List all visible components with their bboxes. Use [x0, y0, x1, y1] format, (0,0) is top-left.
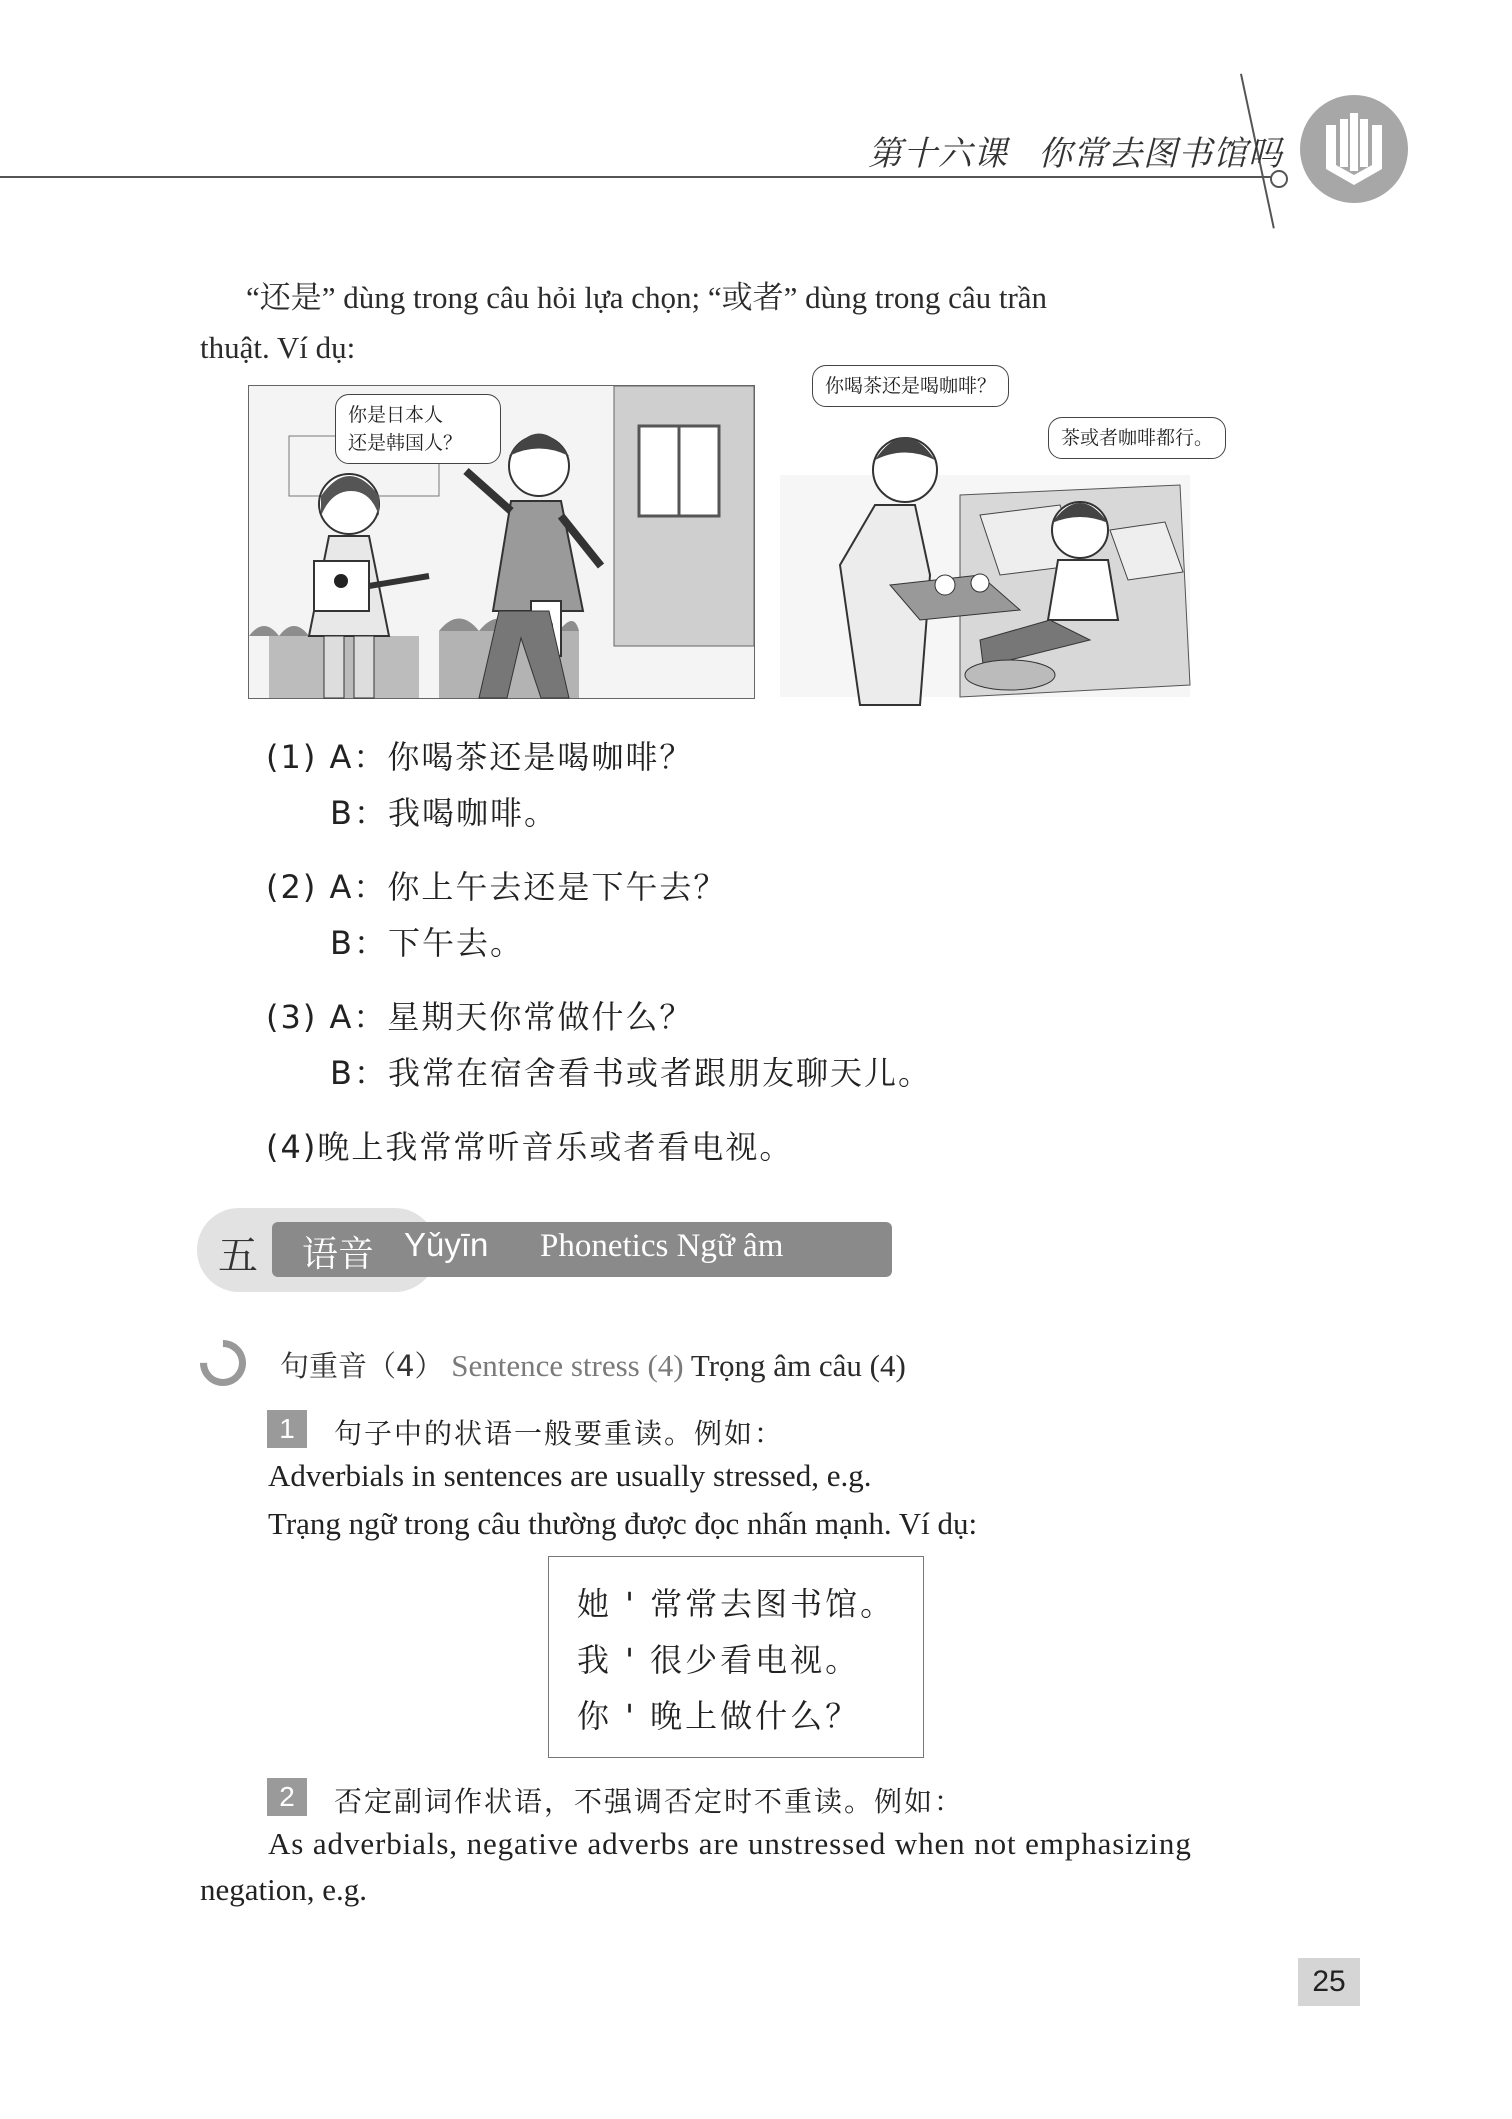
rule-2-en-line-1: As adverbials, negative adverbs are unstressed when not emphasizing [268, 1826, 1192, 1861]
intro-line-2: thuật. Ví dụ: [200, 330, 356, 365]
section-title-pinyin: Yǔyīn [404, 1226, 489, 1263]
lesson-title: 你常去图书馆吗 [1038, 136, 1283, 173]
rule-1-en: Adverbials in sentences are usually stressed, e.g. [268, 1458, 872, 1493]
intro-line-1: “还是” dùng trong câu hỏi lựa chọn; “或者” dùng trong câu trần [246, 280, 1048, 315]
rule-1-vi: Trạng ngữ trong câu thường được đọc nhấn mạnh. Ví dụ: [268, 1506, 978, 1541]
speech-bubble-answer: 茶或者咖啡都行。 [1048, 417, 1226, 459]
stress-example-box [548, 1556, 924, 1758]
example-2-number: (2) [266, 868, 318, 906]
example-1-question: A：你喝茶还是喝咖啡？ [329, 738, 694, 776]
rule-2-en-line-2: negation, e.g. [200, 1872, 368, 1907]
bubble-text-2: 还是韩国人？ [348, 432, 463, 454]
bullet-circle-icon [190, 1330, 255, 1395]
example-2-a [266, 862, 727, 908]
book-logo-icon [1300, 95, 1408, 203]
lesson-number: 第十六课 [868, 136, 1008, 173]
speech-bubble-question: 你喝茶还是喝咖啡？ [812, 365, 1009, 407]
lesson-header [868, 126, 1283, 175]
rule-2-badge: 2 [267, 1778, 307, 1816]
example-3-question: A：星期天你常做什么？ [329, 998, 694, 1036]
rule-2-zh: 否定副词作状语，不强调否定时不重读。例如： [334, 1785, 965, 1818]
section-title-zh: 语音 [302, 1234, 375, 1275]
example-4-sentence: 晚上我常常听音乐或者看电视。 [317, 1128, 794, 1166]
rule-1-zh: 句子中的状语一般要重读。例如： [334, 1417, 785, 1450]
stress-example-1: 她 ' 常常去图书馆。 [577, 1585, 896, 1623]
example-1-number: (1) [266, 738, 318, 776]
subsection-zh: 句重音（4） [280, 1349, 444, 1383]
example-3-number: (3) [266, 998, 318, 1036]
example-1-a [266, 732, 693, 778]
street-scene-drawing [249, 386, 754, 698]
subsection-en: Sentence stress (4) [451, 1348, 684, 1383]
speech-bubble-nationality [335, 394, 501, 464]
section-number: 五 [218, 1233, 258, 1279]
header-rule [0, 176, 1282, 178]
rule-1-badge: 1 [267, 1410, 307, 1448]
subsection-vi: Trọng âm câu (4) [690, 1348, 906, 1383]
example-2-b: B：下午去。 [330, 924, 524, 962]
stress-example-2: 我 ' 很少看电视。 [577, 1641, 861, 1679]
example-1-b: B：我喝咖啡。 [330, 794, 558, 832]
stress-example-3: 你 ' 晚上做什么？ [577, 1697, 861, 1735]
example-4 [266, 1122, 793, 1168]
illustration-left [248, 385, 755, 699]
bubble-text-1: 你是日本人 [348, 404, 444, 426]
example-3-b: B：我常在宿舍看书或者跟朋友聊天儿。 [330, 1054, 932, 1092]
example-3-a [266, 992, 693, 1038]
living-room-drawing [780, 365, 1190, 697]
illustration-right [780, 365, 1214, 697]
section-title-en: Phonetics Ngữ âm [540, 1228, 784, 1264]
example-4-number: (4) [266, 1128, 318, 1166]
example-2-question: A：你上午去还是下午去？ [329, 868, 728, 906]
subsection-heading [280, 1344, 906, 1385]
page-number: 25 [1298, 1958, 1360, 2006]
